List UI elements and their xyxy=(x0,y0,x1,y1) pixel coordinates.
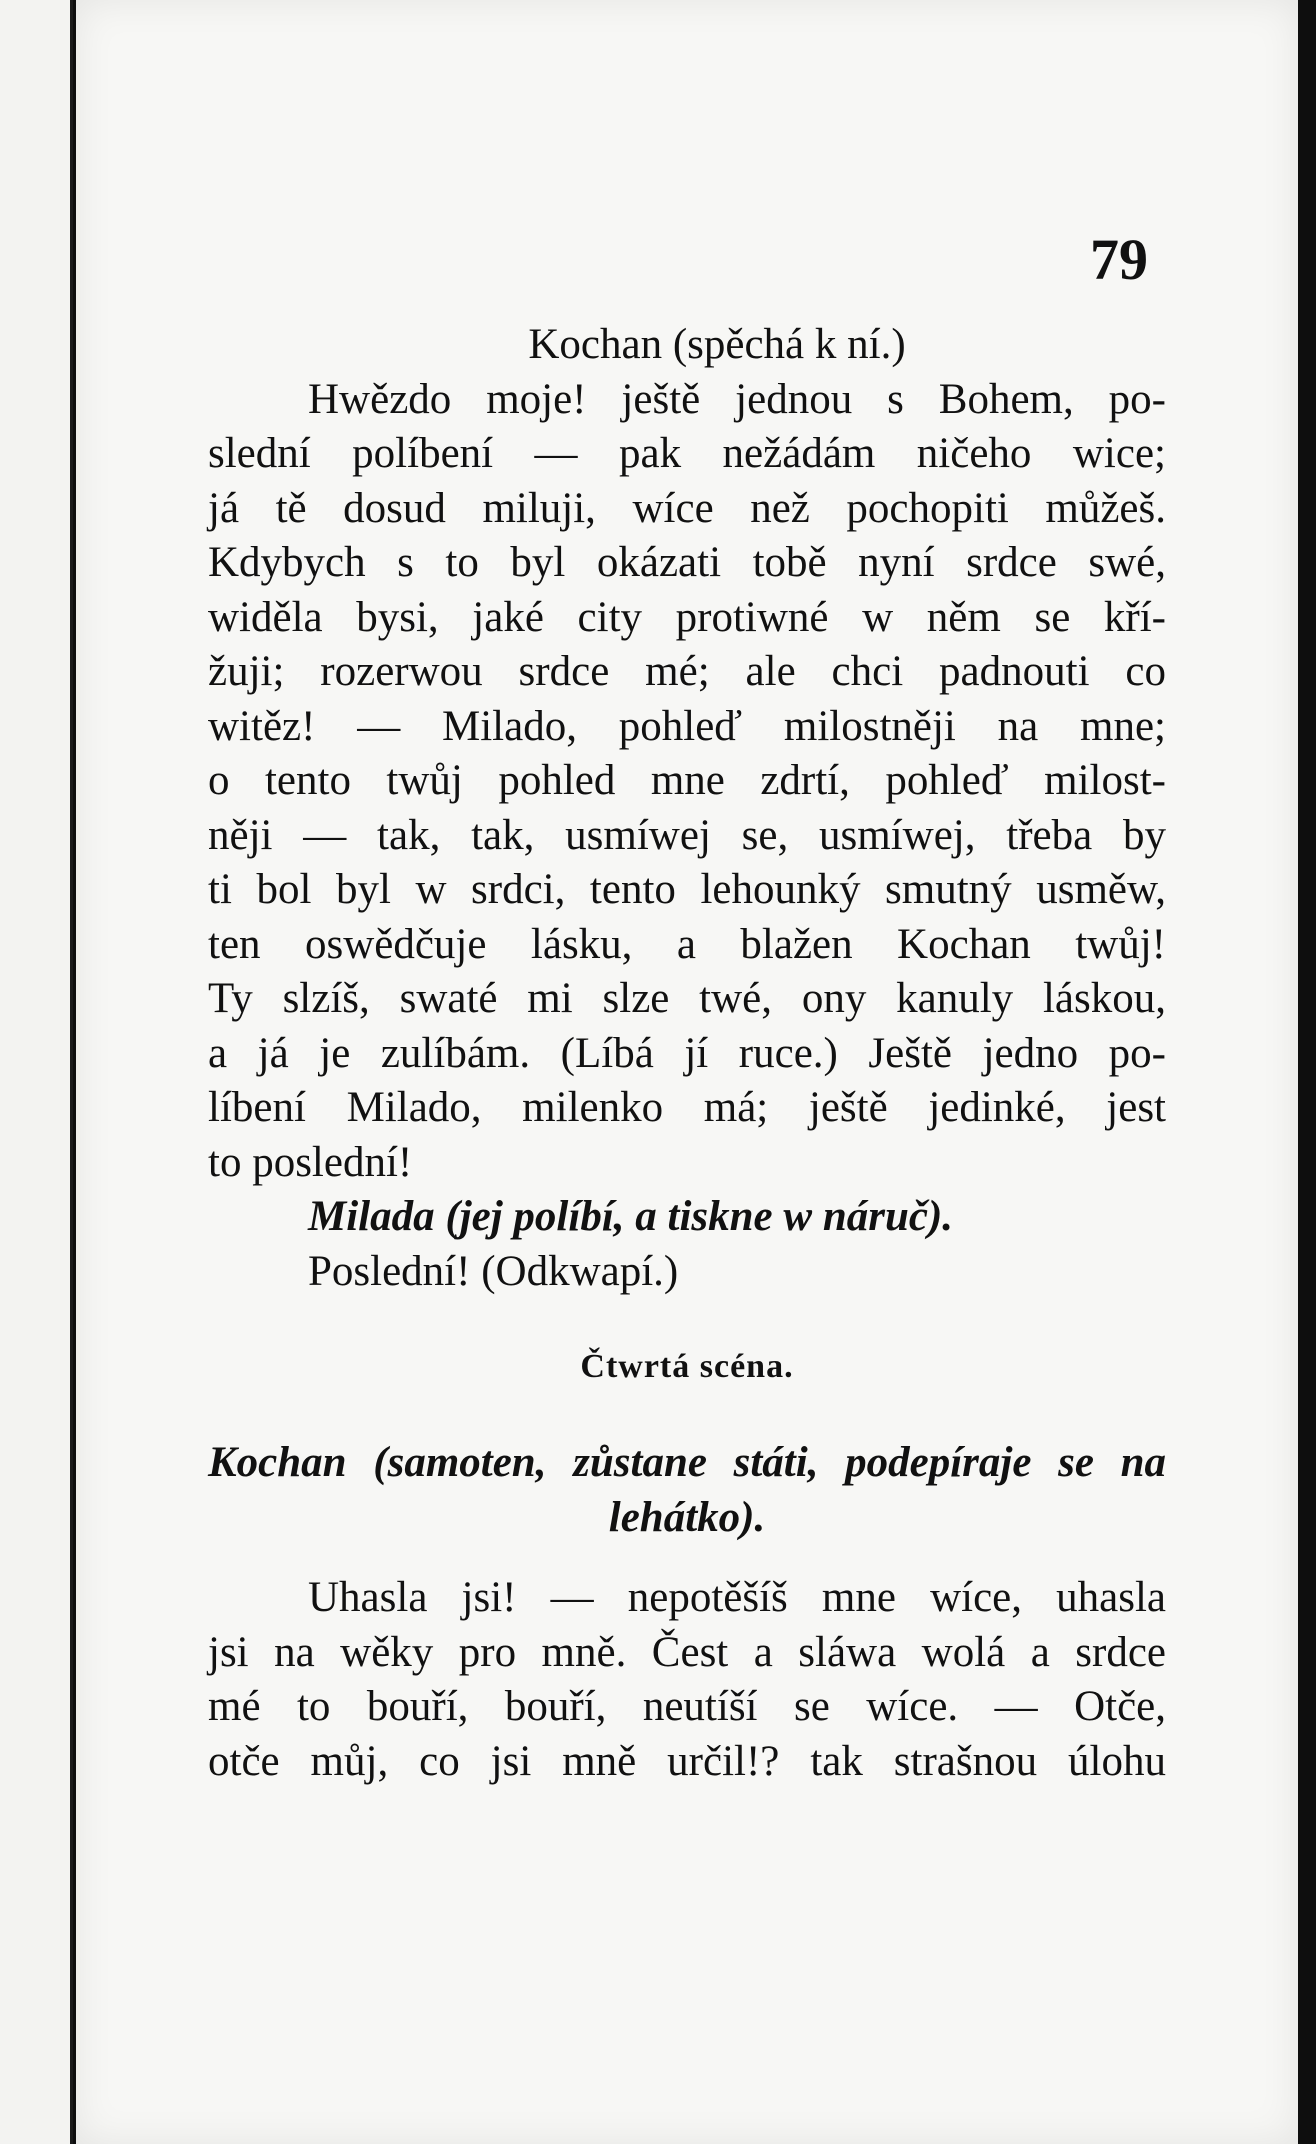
book-page xyxy=(76,0,1298,2144)
text-line: já tě dosud miluji, wíce než pochopiti můžeš. xyxy=(208,484,1166,532)
stage-direction-milada: Milada (jej políbí, a tiskne w náruč). xyxy=(308,1193,954,1240)
text-line: žuji; rozerwou srdce mé; ale chci padnouti co xyxy=(208,648,1166,695)
text-line: Uhasla jsi! — nepotěšíš mne wíce, uhasla xyxy=(308,1574,1166,1621)
text-line: widěla bysi, jaké city protiwné w něm se kří- xyxy=(208,593,1166,641)
text-line: Poslední! (Odkwapí.) xyxy=(308,1247,679,1295)
text-line: Ty slzíš, swaté mi slze twé, ony kanuly láskou, xyxy=(208,975,1166,1022)
text-line: Hwězdo moje! ještě jednou s Bohem, po- xyxy=(308,375,1166,423)
dialogue-block-2 xyxy=(208,1436,1166,1789)
text-line: ti bol byl w srdci, tento lehounký smutný usměw, xyxy=(208,866,1166,913)
previous-page-edge xyxy=(0,0,73,2144)
stage-direction-continued: lehátko). xyxy=(608,1493,766,1541)
text-line: slední políbení — pak nežádám ničeho wice; xyxy=(208,430,1166,477)
text-line: mé to bouří, bouří, neutíší se wíce. — Otče, xyxy=(208,1683,1166,1730)
scene-heading xyxy=(208,1340,1166,1395)
page-number: 79 xyxy=(1090,227,1148,292)
text-line: jsi na wěky pro mně. Čest a sláwa wolá a srdce xyxy=(208,1628,1166,1676)
scene-title: Čtwrtá scéna. xyxy=(580,1348,794,1385)
text-line: to poslední! xyxy=(208,1138,413,1186)
text-line: o tento twůj pohled mne zdrtí, pohleď milost- xyxy=(208,757,1166,804)
text-line: líbení Milado, milenko má; ještě jedinké, jest xyxy=(208,1084,1166,1131)
text-line: něji — tak, tak, usmíwej se, usmíwej, třeba by xyxy=(208,811,1166,859)
stage-direction-kochan-alone: Kochan (samoten, zůstane státi, podepíraje se na xyxy=(208,1439,1166,1486)
text-line: Kdybych s to byl okázati tobě nyní srdce swé, xyxy=(208,539,1166,586)
text-line: otče můj, co jsi mně určil!? tak strašnou úlohu xyxy=(208,1737,1166,1785)
dialogue-block-1 xyxy=(208,318,1166,1299)
text-line: a já je zulíbám. (Líbá jí ruce.) Ještě jedno po- xyxy=(208,1029,1166,1077)
text-line: witěz! — Milado, pohleď milostněji na mne; xyxy=(208,702,1166,750)
text-line: ten oswědčuje lásku, a blažen Kochan twůj! xyxy=(208,920,1166,968)
stage-direction-kochan: Kochan (spěchá k ní.) xyxy=(528,321,906,368)
